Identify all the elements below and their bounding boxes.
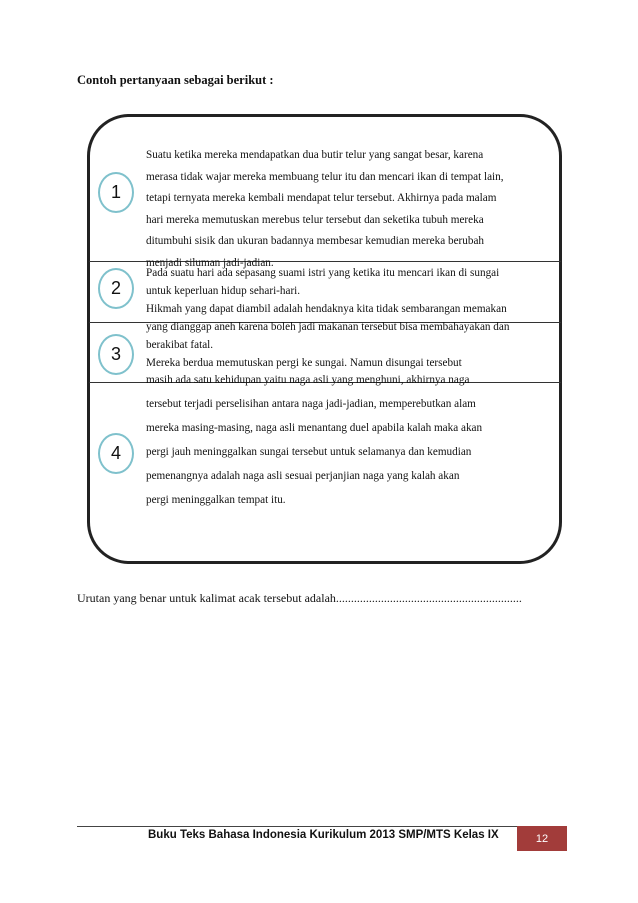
text-line: pergi jauh meninggalkan sungai tersebut untuk selamanya dan kemudian (146, 446, 472, 458)
paragraph-4 (146, 368, 534, 512)
number-badge: 1 (98, 172, 134, 213)
page-number: 12 (517, 826, 567, 851)
number-badge: 3 (98, 334, 134, 375)
text-line: hari mereka memutuskan merebus telur tersebut dan seketika tubuh mereka (146, 213, 484, 226)
number-badge: 4 (98, 433, 134, 474)
text-line: berakibat fatal. (146, 339, 214, 351)
text-line: mereka masing-masing, naga asli menantang duel apabila kalah maka akan (146, 422, 483, 434)
text-line: yang dianggap aneh karena boleh jadi makanan tersebut bisa membahayakan dan (146, 321, 510, 333)
text-line: Suatu ketika mereka mendapatkan dua butir telur yang sangat besar, karena (146, 149, 484, 161)
footer-title: Buku Teks Bahasa Indonesia Kurikulum 2013 SMP/MTS Kelas IX (148, 829, 499, 841)
section-heading: Contoh pertanyaan sebagai berikut : (77, 73, 274, 87)
text-line: merasa tidak wajar mereka membuang telur itu dan mencari ikan di tempat lain, (146, 170, 504, 183)
text-line: tetapi ternyata mereka kembali mendapat telur tersebut. Akhirnya pada malam (146, 192, 497, 205)
text-line: ditumbuhi sisik dan ukuran badannya membesar kemudian mereka berubah (146, 235, 485, 248)
paragraph-1 (146, 145, 534, 275)
text-line: Pada suatu hari ada sepasang suami istri yang ketika itu mencari ikan di sungai (146, 267, 500, 279)
footer-rule (77, 826, 517, 827)
text-line: masih ada satu kehidupan yaitu naga asli yang menghuni, akhirnya naga (146, 374, 470, 386)
paragraph-3 (146, 318, 534, 372)
number-badge: 2 (98, 268, 134, 309)
text-line: menjadi siluman jadi-jadian. (146, 256, 274, 269)
text-line: Hikmah yang dapat diambil adalah hendaknya kita tidak sembarangan memakan (146, 303, 507, 315)
paragraph-2 (146, 264, 534, 318)
text-line: pemenangnya adalah naga asli sesuai perjanjian naga yang kalah akan (146, 470, 460, 482)
text-line: untuk keperluan hidup sehari-hari. (146, 285, 301, 297)
answer-prompt: Urutan yang benar untuk kalimat acak tersebut adalah.............................................................. (77, 591, 522, 605)
text-line: pergi meninggalkan tempat itu. (146, 494, 286, 506)
text-line: Mereka berdua memutuskan pergi ke sungai. Namun disungai tersebut (146, 357, 462, 369)
text-line: tersebut terjadi perselisihan antara naga jadi-jadian, memperebutkan alam (146, 398, 476, 410)
